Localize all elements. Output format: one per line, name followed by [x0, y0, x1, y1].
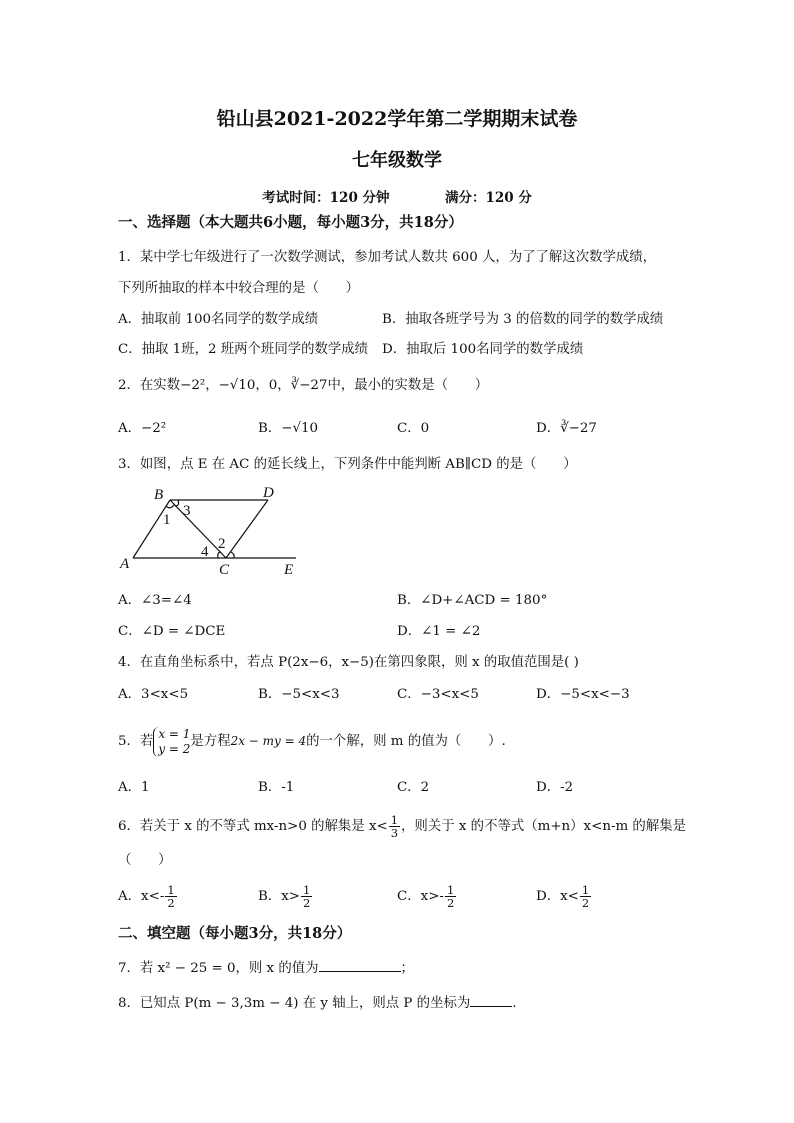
q5-option-a: A．1 — [118, 780, 150, 795]
section-heading-fill: 二、填空题（每小题3分，共18分） — [118, 925, 352, 942]
q2-number-list: −2²，−√10，0，∛−27 — [180, 378, 328, 393]
q4-option-c: C．−3<x<5 — [397, 687, 479, 702]
q3-geometry-figure — [118, 482, 308, 578]
q3-option-a: A．∠3=∠4 — [118, 593, 192, 608]
q3-stem: 3．如图，点 E 在 AC 的延长线上，下列条件中能判断 AB∥CD 的是（ ） — [118, 457, 577, 472]
q6-part2: ，则关于 x 的不等式（m+n）x<n-m 的解集是 — [401, 819, 686, 834]
exam-title: 铅山县2021-2022学年第二学期期末试卷 — [216, 108, 578, 130]
q6-option-d: D．x< $\frac{1}{2}$ — [536, 883, 590, 910]
q5-stem — [118, 724, 506, 759]
q5-equation: 2x − my = 4 — [230, 734, 307, 748]
q5-equation-system — [153, 727, 190, 757]
exam-subtitle: 七年级数学 — [352, 150, 442, 171]
q2-suffix: 中，最小的实数是（ ） — [327, 378, 489, 393]
q3-label-C: C — [219, 562, 230, 578]
q6-option-b: B．x> $\frac{1}{2}$ — [258, 883, 311, 910]
q3-angle-4: 4 — [201, 544, 209, 560]
q2-prefix: 2．在实数 — [118, 378, 181, 393]
q4-option-d: D．−5<x<−3 — [536, 687, 630, 702]
q5-mid: 是方程 — [190, 734, 231, 749]
q3-option-c: C．∠D = ∠DCE — [118, 624, 226, 639]
q6-option-c: C．x>- $\frac{1}{2}$ — [397, 883, 455, 910]
q1-stem-line1: 1．某中学七年级进行了一次数学测试，参加考试人数共 600 人，为了了解这次数学成绩， — [118, 250, 657, 265]
q5-option-c: C．2 — [397, 780, 430, 795]
q3-label-B: B — [154, 487, 164, 503]
q7-stem — [118, 957, 414, 979]
q4-stem: 4．在直角坐标系中，若点 P(2x−6，x−5)在第四象限，则 x 的取值范围是( ) — [118, 655, 579, 670]
q1-option-c: C．抽取 1班，2 班两个班同学的数学成绩 — [118, 342, 369, 357]
q3-angle-3: 3 — [183, 503, 191, 519]
q6-part1: 6．若关于 x 的不等式 mx-n>0 的解集是 x< — [118, 819, 388, 834]
q6-stem-line2: （ ） — [118, 853, 172, 868]
q2-option-a: A．−2² — [118, 421, 167, 436]
q5-system-line1: x = 1 — [158, 726, 191, 741]
q6-stem-line1 — [118, 812, 686, 842]
q5-option-b: B．-1 — [258, 780, 295, 795]
q5-suffix: 的一个解，则 m 的值为（ ）. — [306, 734, 506, 749]
exam-info — [0, 186, 794, 206]
q3-option-b: B．∠D+∠ACD = 180° — [397, 593, 548, 608]
score-label: 满分：120 分 — [444, 190, 532, 206]
q6-option-a: A．x<- $\frac{1}{2}$ — [118, 883, 175, 910]
q3-angle-1: 1 — [163, 512, 171, 528]
q4-option-a: A．3<x<5 — [118, 687, 189, 702]
q1-option-b: B．抽取各班学号为 3 的倍数的同学的数学成绩 — [382, 312, 664, 327]
q8-prefix: 8．已知点 P(m − 3,3m − 4) 在 y 轴上，则点 P 的坐标为 — [118, 996, 471, 1011]
q1-option-a: A．抽取前 100名同学的数学成绩 — [118, 312, 319, 327]
q5-option-d: D．-2 — [536, 780, 574, 795]
q3-angle-2: 2 — [218, 536, 226, 552]
q4-option-b: B．−5<x<3 — [258, 687, 340, 702]
q3-label-A: A — [120, 556, 130, 572]
q8-stem — [118, 992, 517, 1014]
section-heading-choice: 一、选择题（本大题共6小题，每小题3分，共18分） — [118, 214, 463, 231]
q2-option-d: D．∛−27 — [536, 421, 597, 436]
q2-option-c: C．0 — [397, 421, 430, 436]
q1-option-d: D．抽取后 100名同学的数学成绩 — [382, 342, 584, 357]
q7-prefix: 7．若 x² − 25 = 0，则 x 的值为 — [118, 961, 319, 976]
q5-system-line2: y = 2 — [158, 741, 191, 756]
q1-stem-line2: 下列所抽取的样本中较合理的是（ ） — [118, 281, 360, 296]
q8-answer-blank[interactable] — [470, 992, 512, 1007]
q7-suffix: ； — [400, 961, 414, 976]
q3-option-d: D．∠1 = ∠2 — [397, 624, 481, 639]
time-label: 考试时间：120 分钟 — [262, 190, 390, 206]
q8-suffix: . — [512, 996, 517, 1011]
q3-label-D: D — [263, 485, 274, 501]
q3-label-E: E — [284, 562, 294, 578]
q5-prefix: 5．若 — [118, 734, 154, 749]
q2-stem — [118, 376, 488, 396]
q2-option-b: B．−√10 — [258, 421, 319, 436]
q6-fraction: $\frac{1}{3}$ — [390, 813, 399, 840]
q7-answer-blank[interactable] — [319, 957, 401, 972]
